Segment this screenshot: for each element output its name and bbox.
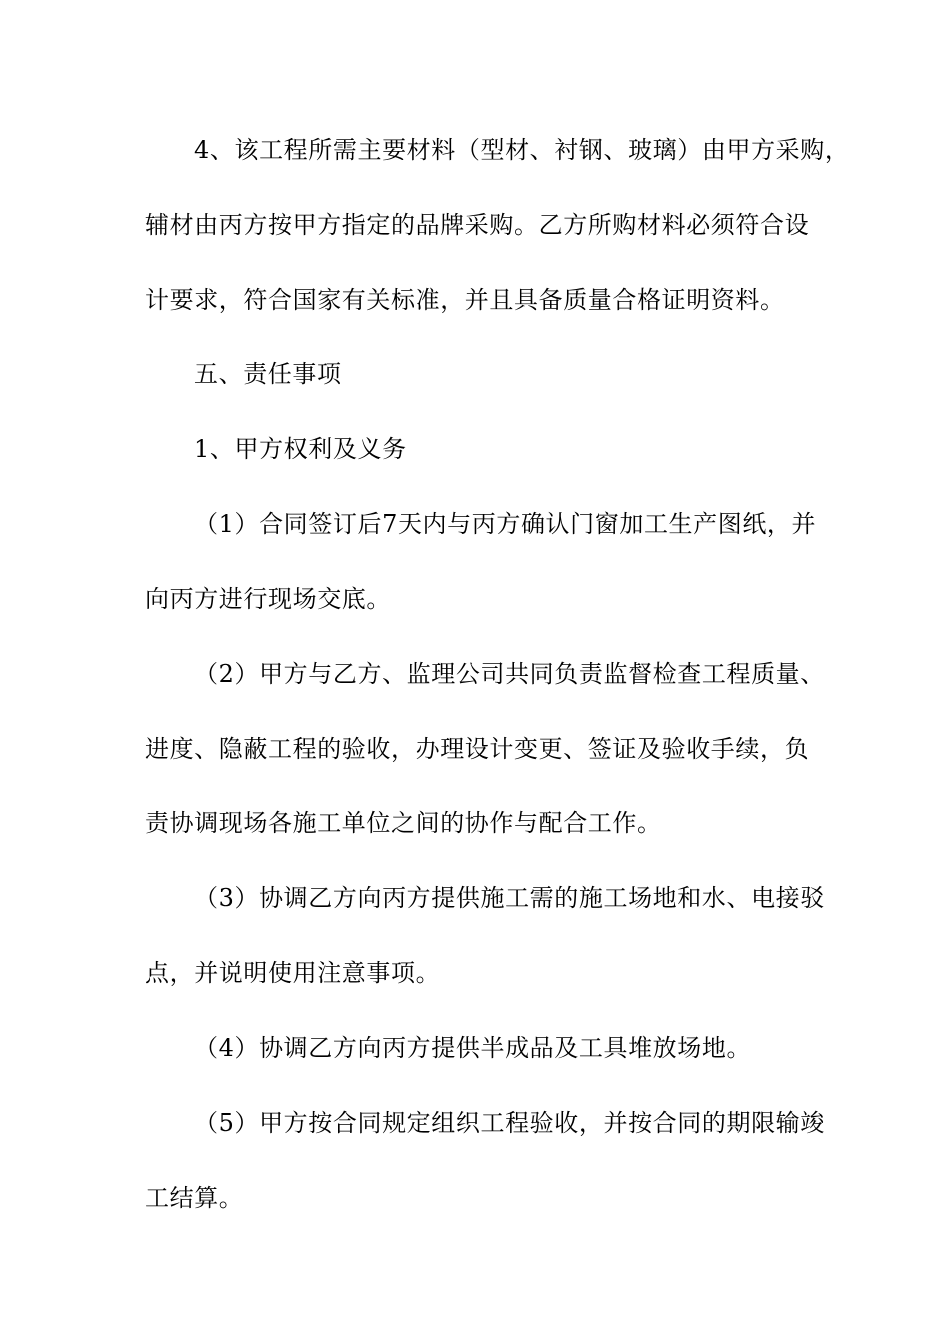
paragraph-line: （4）协调乙方向丙方提供半成品及工具堆放场地。	[194, 1034, 752, 1062]
paragraph-line: 工结算。	[145, 1184, 244, 1212]
paragraph-line: （3）协调乙方向丙方提供施工需的施工场地和水、电接驳	[194, 884, 825, 912]
paragraph-line: （1）合同签订后7天内与丙方确认门窗加工生产图纸，并	[194, 510, 817, 538]
subsection-heading: 1、甲方权利及义务	[194, 435, 407, 463]
paragraph-line: 计要求，符合国家有关标准，并且具备质量合格证明资料。	[145, 286, 785, 314]
paragraph-line: 4、该工程所需主要材料（型材、衬钢、玻璃）由甲方采购，	[194, 136, 850, 164]
paragraph-line: 责协调现场各施工单位之间的协作与配合工作。	[145, 809, 662, 837]
paragraph-line: （5）甲方按合同规定组织工程验收，并按合同的期限输竣	[194, 1109, 825, 1137]
paragraph-line: 辅材由丙方按甲方指定的品牌采购。乙方所购材料必须符合设	[145, 211, 810, 239]
paragraph-line: 向丙方进行现场交底。	[145, 585, 391, 613]
paragraph-line: （2）甲方与乙方、监理公司共同负责监督检查工程质量、	[194, 660, 825, 688]
section-heading: 五、责任事项	[194, 360, 342, 388]
paragraph-line: 进度、隐蔽工程的验收，办理设计变更、签证及验收手续，负	[145, 735, 810, 763]
paragraph-line: 点，并说明使用注意事项。	[145, 959, 441, 987]
